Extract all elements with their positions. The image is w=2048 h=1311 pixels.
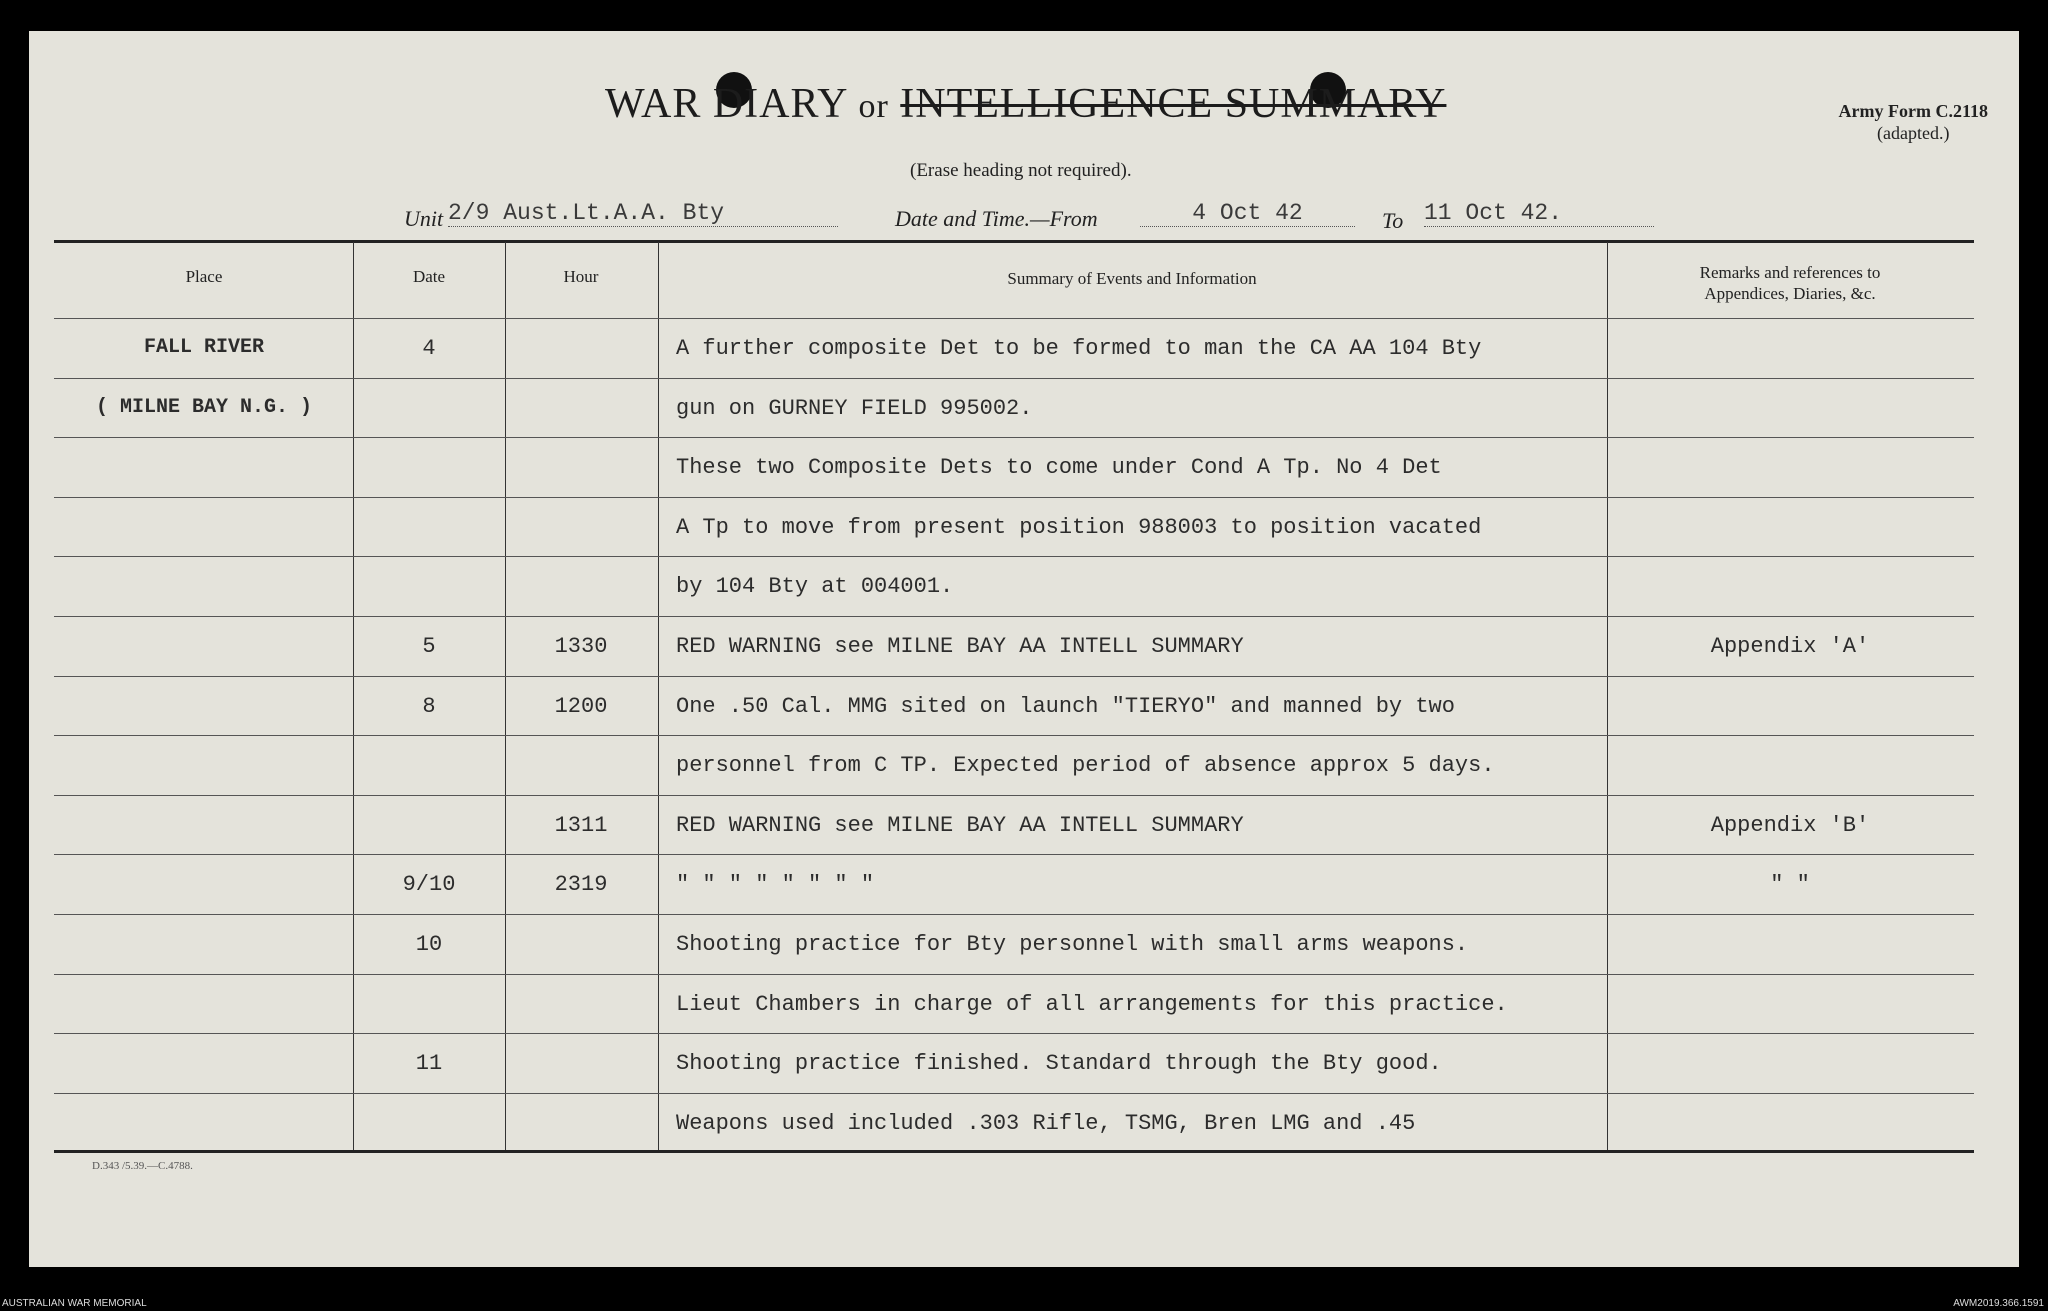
row-summary-cell: Shooting practice for Bty personnel with small arms weapons. <box>676 932 1469 957</box>
army-form-number: Army Form C.2118 <box>1838 101 1988 121</box>
row-summary-cell: " " " " " " " " <box>676 872 875 897</box>
col-header-date: Date <box>412 267 446 286</box>
unit-label: Unit <box>404 206 444 231</box>
row-summary-cell: A Tp to move from present position 988003 to position vacated <box>676 515 1482 540</box>
col-header-place: Place <box>185 267 223 286</box>
credit-right: AWM2019.366.1591 <box>1953 1298 2044 1309</box>
row-summary-cell: These two Composite Dets to come under Cond A Tp. No 4 Det <box>676 455 1442 480</box>
row-hour-cell: 1200 <box>554 694 608 719</box>
row-date-cell: 11 <box>415 1051 443 1076</box>
row-summary-cell: by 104 Bty at 004001. <box>676 574 954 599</box>
row-summary-cell: Shooting practice finished. Standard through the Bty good. <box>676 1051 1442 1076</box>
row-rule <box>54 556 1974 557</box>
row-date-cell: 9/10 <box>402 872 456 897</box>
row-hour-cell: 1311 <box>554 813 608 838</box>
army-form-label <box>1839 100 1988 144</box>
row-rule <box>54 795 1974 796</box>
title-main: WAR DIARY <box>605 81 847 127</box>
col-header-remarks-line2: Appendices, Diaries, &c. <box>1704 284 1876 303</box>
form-code: D.343 /5.39.—C.4788. <box>92 1160 193 1172</box>
row-date-cell: 5 <box>422 634 436 659</box>
row-remarks-cell: " " <box>1770 872 1810 897</box>
to-label: To <box>1382 208 1404 233</box>
row-rule <box>54 854 1974 855</box>
row-rule <box>54 437 1974 438</box>
row-date-cell: 4 <box>422 336 436 361</box>
row-rule <box>54 1093 1974 1094</box>
unit-value: 2/9 Aust.Lt.A.A. Bty <box>448 200 838 227</box>
title-or: or <box>858 88 889 125</box>
row-hour-cell: 1330 <box>554 634 608 659</box>
row-place-cell: FALL RIVER <box>143 336 265 359</box>
row-summary-cell: One .50 Cal. MMG sited on launch "TIERYO" and manned by two <box>676 694 1455 719</box>
row-summary-cell: RED WARNING see MILNE BAY AA INTELL SUMMARY <box>676 813 1244 838</box>
row-summary-cell: Weapons used included .303 Rifle, TSMG, Bren LMG and .45 <box>676 1111 1416 1136</box>
header-divider <box>54 318 1974 319</box>
row-rule <box>54 676 1974 677</box>
row-rule <box>54 974 1974 975</box>
col-header-hour: Hour <box>563 267 599 286</box>
row-rule <box>54 497 1974 498</box>
row-date-cell: 8 <box>422 694 436 719</box>
row-rule <box>54 616 1974 617</box>
col-header-remarks-line1: Remarks and references to <box>1699 263 1881 282</box>
row-remarks-cell: Appendix 'A' <box>1710 634 1870 659</box>
row-date-cell: 10 <box>415 932 443 957</box>
row-place-cell: ( MILNE BAY N.G. ) <box>95 396 313 419</box>
row-remarks-cell: Appendix 'B' <box>1710 813 1870 838</box>
date-time-label: Date and Time.—From <box>895 206 1098 231</box>
col-header-summary: Summary of Events and Information <box>1007 269 1257 288</box>
row-summary-cell: Lieut Chambers in charge of all arrangements for this practice. <box>676 992 1508 1017</box>
row-hour-cell: 2319 <box>554 872 608 897</box>
unit-date-line <box>400 200 1660 240</box>
table-bottom-rule <box>54 1150 1974 1153</box>
col-header-remarks <box>1607 262 1973 304</box>
row-rule <box>54 914 1974 915</box>
date-to-value: 11 Oct 42. <box>1424 200 1654 227</box>
form-title <box>605 80 1446 128</box>
row-rule <box>54 1033 1974 1034</box>
row-rule <box>54 378 1974 379</box>
row-summary-cell: personnel from C TP. Expected period of absence approx 5 days. <box>676 753 1495 778</box>
army-form-adapted: (adapted.) <box>1877 123 1950 143</box>
table-top-rule <box>54 240 1974 243</box>
date-from-value: 4 Oct 42 <box>1140 200 1355 227</box>
row-summary-cell: A further composite Det to be formed to man the CA AA 104 Bty <box>676 336 1482 361</box>
form-subtitle: (Erase heading not required). <box>910 160 1132 181</box>
title-struck: INTELLIGENCE SUMMARY <box>900 81 1447 127</box>
credit-left: AUSTRALIAN WAR MEMORIAL <box>2 1298 147 1309</box>
row-rule <box>54 735 1974 736</box>
row-summary-cell: gun on GURNEY FIELD 995002. <box>676 396 1033 421</box>
row-summary-cell: RED WARNING see MILNE BAY AA INTELL SUMMARY <box>676 634 1244 659</box>
